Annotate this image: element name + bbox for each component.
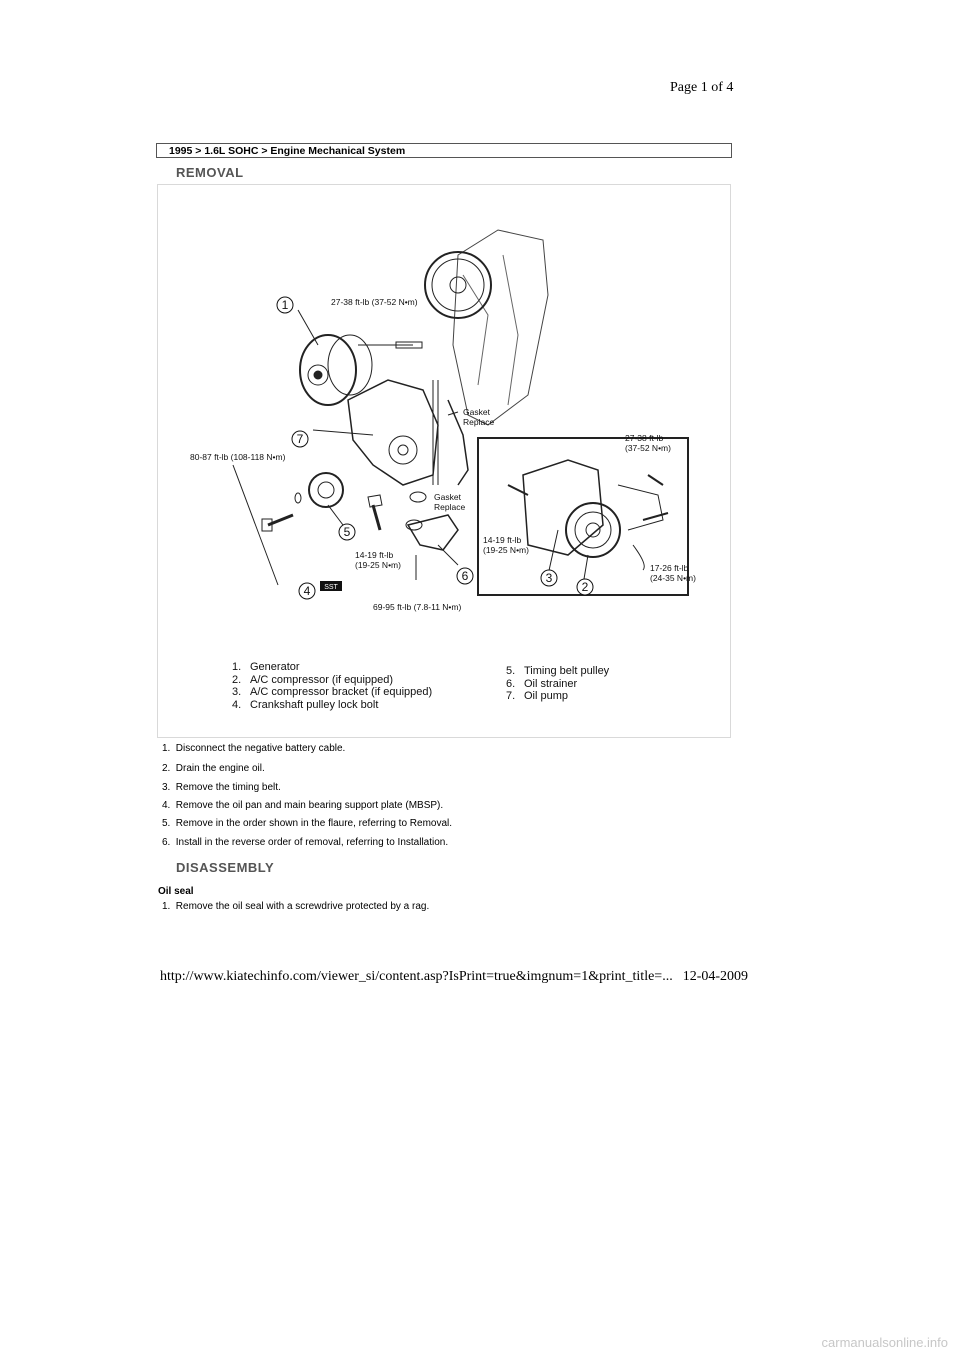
marker-5-label: 5 <box>343 525 351 539</box>
gasket-callout-top-label: Gasket <box>463 407 490 417</box>
breadcrumb: 1995 > 1.6L SOHC > Engine Mechanical System <box>156 143 732 158</box>
removal-step <box>162 782 281 793</box>
disassembly-step <box>162 901 429 912</box>
step-number: 6. <box>162 837 171 848</box>
step-number: 4. <box>162 800 171 811</box>
legend-item <box>232 661 432 674</box>
marker-6-label: 6 <box>461 569 469 583</box>
step-text: Remove the oil pan and main bearing support plate (MBSP). <box>175 800 444 811</box>
legend-text: A/C compressor (if equipped) <box>250 673 394 686</box>
legend-text: Oil strainer <box>524 677 578 690</box>
sst-label: SST <box>324 584 338 591</box>
legend-item <box>506 678 609 691</box>
torque-callout-crank-bolt: 80-87 ft-lb (108-118 N•m) <box>190 452 286 462</box>
torque-callout-ac-top-ftlb: 27-38 ft-lb <box>625 433 664 443</box>
legend-item <box>232 686 432 699</box>
marker-1 <box>277 297 293 313</box>
step-text: Disconnect the negative battery cable. <box>175 743 346 754</box>
engine-exploded-diagram <box>158 185 732 739</box>
torque-callout-ac-top-nm: (37-52 N•m) <box>625 443 671 453</box>
step-text: Remove the timing belt. <box>175 782 281 793</box>
marker-1-label: 1 <box>281 298 289 312</box>
removal-step <box>162 800 443 811</box>
marker-7 <box>292 431 308 447</box>
marker-4 <box>299 583 315 599</box>
torque-callout-ac-left-nm: (19-25 N•m) <box>483 545 529 555</box>
marker-4-label: 4 <box>303 584 311 598</box>
marker-5 <box>339 524 355 540</box>
marker-3-label: 3 <box>545 571 553 585</box>
legend-num: 2. <box>232 673 242 686</box>
step-number: 2. <box>162 763 171 774</box>
legend-text: Generator <box>250 661 300 673</box>
torque-callout-ac-right-ftlb: 17-26 ft-lb <box>650 563 689 573</box>
legend-num: 7. <box>506 690 516 702</box>
removal-heading: REMOVAL <box>176 165 244 180</box>
oil-seal-subheading: Oil seal <box>158 886 194 897</box>
disassembly-heading: DISASSEMBLY <box>176 860 275 875</box>
legend-num: 1. <box>232 661 242 673</box>
step-text: Remove the oil seal with a screwdrive protected by a rag. <box>175 901 430 912</box>
marker-2 <box>577 579 593 595</box>
legend-num: 4. <box>232 698 242 711</box>
legend-text: A/C compressor bracket (if equipped) <box>250 686 433 698</box>
footer-date: 12-04-2009 <box>682 969 749 984</box>
step-number: 3. <box>162 782 171 793</box>
sst-tag <box>320 581 342 591</box>
legend-text: Oil pump <box>524 690 569 702</box>
step-text: Install in the reverse order of removal, referring to Installation. <box>175 837 449 848</box>
figure-legend-left <box>232 661 432 711</box>
marker-6 <box>457 568 473 584</box>
gasket-callout-mid-note: Replace <box>434 502 466 512</box>
torque-callout-generator-bolt: 27-38 ft-lb (37-52 N•m) <box>331 297 418 307</box>
legend-text: Crankshaft pulley lock bolt <box>250 698 379 711</box>
step-text: Drain the engine oil. <box>175 763 265 774</box>
marker-2-label: 2 <box>581 580 589 594</box>
torque-callout-ac-left-ftlb: 14-19 ft-lb <box>483 535 522 545</box>
step-text: Remove in the order shown in the flaure, referring to Removal. <box>175 818 453 829</box>
page-number: Page 1 of 4 <box>670 80 734 95</box>
torque-callout-strainer-bolt: 69-95 ft-lb (7.8-11 N•m) <box>373 602 462 612</box>
step-number: 1. <box>162 743 171 754</box>
gasket-callout-top-note: Replace <box>463 417 495 427</box>
removal-step <box>162 743 345 754</box>
step-number: 1. <box>162 901 171 912</box>
legend-item <box>506 665 609 678</box>
removal-step <box>162 837 448 848</box>
torque-callout-pump-bolt-ftlb: 14-19 ft-lb <box>355 550 394 560</box>
gasket-callout-mid-label: Gasket <box>434 492 461 502</box>
legend-text: Timing belt pulley <box>524 665 610 677</box>
legend-num: 6. <box>506 677 516 690</box>
marker-7-label: 7 <box>296 432 304 446</box>
footer-url: http://www.kiatechinfo.com/viewer_si/content.asp?IsPrint=true&imgnum=1&print_title=... <box>160 969 673 984</box>
legend-item <box>506 690 609 703</box>
legend-item <box>232 674 432 687</box>
removal-step <box>162 763 265 774</box>
legend-num: 5. <box>506 665 516 677</box>
removal-step <box>162 818 452 829</box>
torque-callout-pump-bolt-nm: (19-25 N•m) <box>355 560 401 570</box>
removal-figure <box>157 184 731 738</box>
step-number: 5. <box>162 818 171 829</box>
figure-legend-right <box>506 665 609 703</box>
legend-num: 3. <box>232 686 242 698</box>
marker-3 <box>541 570 557 586</box>
legend-item <box>232 699 432 712</box>
watermark: carmanualsonline.info <box>821 1335 948 1350</box>
torque-callout-ac-right-nm: (24-35 N•m) <box>650 573 696 583</box>
